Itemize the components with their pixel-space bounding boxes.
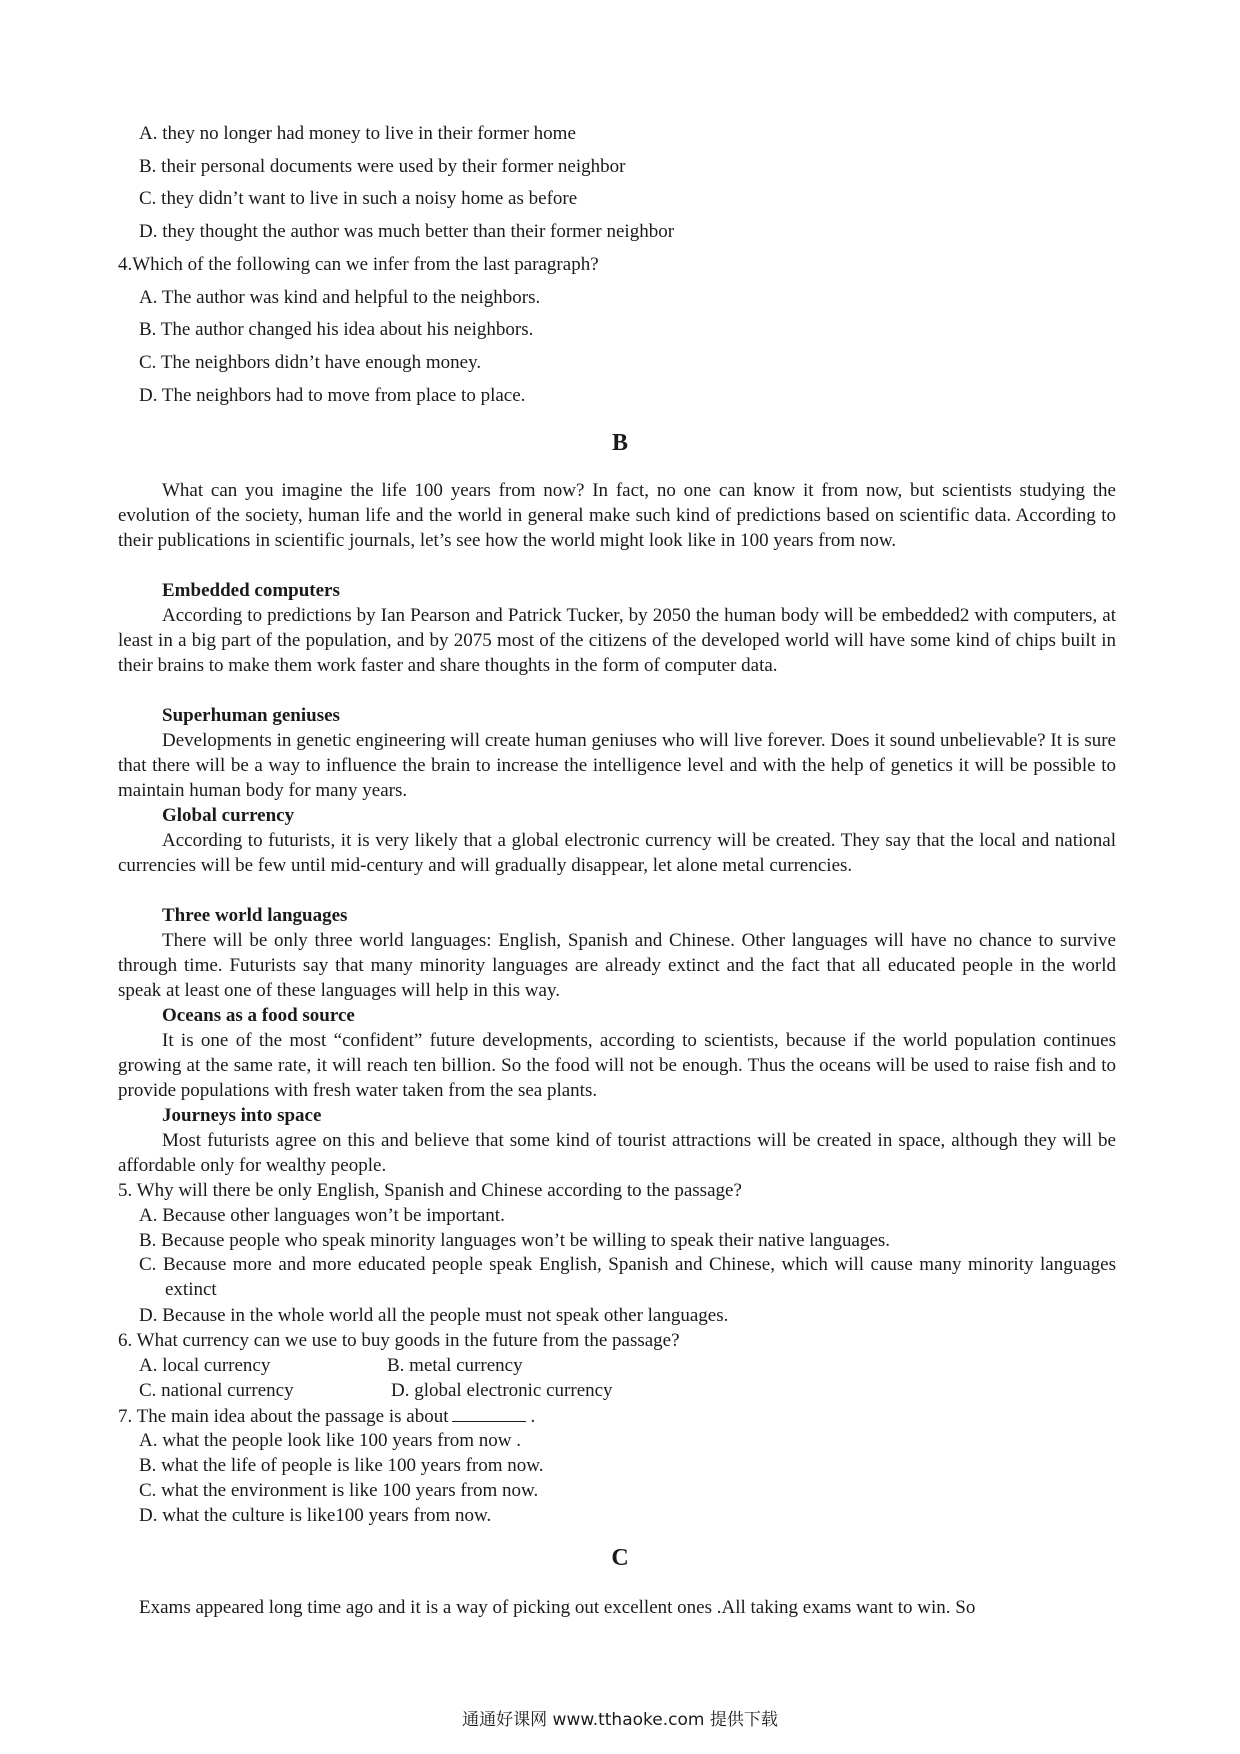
q4-question: 4.Which of the following can we infer from the last paragraph? [118, 254, 599, 275]
q5-option-a: A. Because other languages won’t be important. [139, 1205, 505, 1226]
q5-option-d: D. Because in the whole world all the people must not speak other languages. [139, 1305, 729, 1326]
q3-option-b: B. their personal documents were used by their former neighbor [139, 156, 626, 177]
q3-option-c: C. they didn’t want to live in such a noisy home as before [139, 188, 578, 209]
q4-option-a: A. The author was kind and helpful to the neighbors. [139, 287, 541, 308]
paragraph-superhuman-geniuses: Developments in genetic engineering will create human geniuses who will live forever. Does it sound unbelievable? It is sure that there will be a way to influence the brain to increase the intelligence level and with the help of genetics it will be possible to maintain human body for many years. [118, 730, 1116, 801]
q4-option-c: C. The neighbors didn’t have enough money. [139, 352, 482, 373]
q7-question [118, 1405, 535, 1428]
q7-option-b: B. what the life of people is like 100 years from now. [139, 1455, 544, 1476]
q4-option-b: B. The author changed his idea about his neighbors. [139, 319, 534, 340]
q7-question-text: 7. The main idea about the passage is about [118, 1406, 449, 1427]
answer-blank [452, 1405, 526, 1422]
section-c-first-line: Exams appeared long time ago and it is a way of picking out excellent ones .All taking exams want to win. So [139, 1597, 976, 1618]
q4-option-d: D. The neighbors had to move from place to place. [139, 385, 526, 406]
subheading-global-currency: Global currency [162, 805, 295, 826]
section-c-heading: C [611, 1545, 629, 1571]
subheading-three-world-languages: Three world languages [162, 905, 348, 926]
subheading-journeys-into-space: Journeys into space [162, 1105, 322, 1126]
q6-option-d: D. global electronic currency [391, 1380, 613, 1401]
subheading-embedded-computers: Embedded computers [162, 580, 340, 601]
q6-question: 6. What currency can we use to buy goods in the future from the passage? [118, 1330, 680, 1351]
q7-question-end: . [530, 1406, 536, 1427]
q3-option-d: D. they thought the author was much better than their former neighbor [139, 221, 675, 242]
q6-option-a: A. local currency [139, 1355, 271, 1376]
q7-option-c: C. what the environment is like 100 years from now. [139, 1480, 539, 1501]
q7-option-a: A. what the people look like 100 years from now . [139, 1430, 522, 1451]
q5-option-b: B. Because people who speak minority languages won’t be willing to speak their native languages. [139, 1230, 891, 1251]
q7-option-d: D. what the culture is like100 years from now. [139, 1505, 492, 1526]
q5-question: 5. Why will there be only English, Spanish and Chinese according to the passage? [118, 1180, 742, 1201]
footer-watermark: 通通好课网 www.tthaoke.com 提供下载 [462, 1710, 778, 1730]
q6-option-c: C. national currency [139, 1380, 294, 1401]
paragraph-global-currency: According to futurists, it is very likely that a global electronic currency will be created. They say that the local and national currencies will be few until mid-century and will gradually disappear, let alone metal currencies. [118, 830, 1116, 876]
paragraph-oceans-food-source: It is one of the most “confident” future developments, according to scientists, because if the world population continues growing at the same rate, it will reach ten billion. So the food will not be enough. Thus the oceans will be used to raise fish and to provide populations with fresh water taken from the sea plants. [118, 1030, 1116, 1101]
q6-option-b: B. metal currency [387, 1355, 523, 1376]
paragraph-three-world-languages: There will be only three world languages: English, Spanish and Chinese. Other languages will have no chance to survive through time. Futurists say that many minority languages are already extinct and the fact that all educated people in the world speak at least one of these languages will help in this way. [118, 930, 1116, 1001]
section-b-heading: B [611, 430, 628, 456]
q5-option-c: C. Because more and more educated people speak English, Spanish and Chinese, which will cause many minority languages extinct [139, 1254, 1116, 1300]
subheading-oceans-food-source: Oceans as a food source [162, 1005, 355, 1026]
section-b-intro: What can you imagine the life 100 years from now? In fact, no one can know it from now, but scientists studying the evolution of the society, human life and the world in general make such kind of predictions based on scientific data. According to their publications in scientific journals, let’s see how the world might look like in 100 years from now. [118, 480, 1116, 551]
paragraph-embedded-computers: According to predictions by Ian Pearson and Patrick Tucker, by 2050 the human body will be embedded2 with computers, at least in a big part of the population, and by 2075 most of the citizens of the developed world will have some kind of chips built in their brains to make them work faster and share thoughts in the form of computer data. [118, 605, 1116, 676]
subheading-superhuman-geniuses: Superhuman geniuses [162, 705, 340, 726]
q3-option-a: A. they no longer had money to live in their former home [139, 123, 576, 144]
paragraph-journeys-into-space: Most futurists agree on this and believe that some kind of tourist attractions will be created in space, although they will be affordable only for wealthy people. [118, 1130, 1116, 1176]
